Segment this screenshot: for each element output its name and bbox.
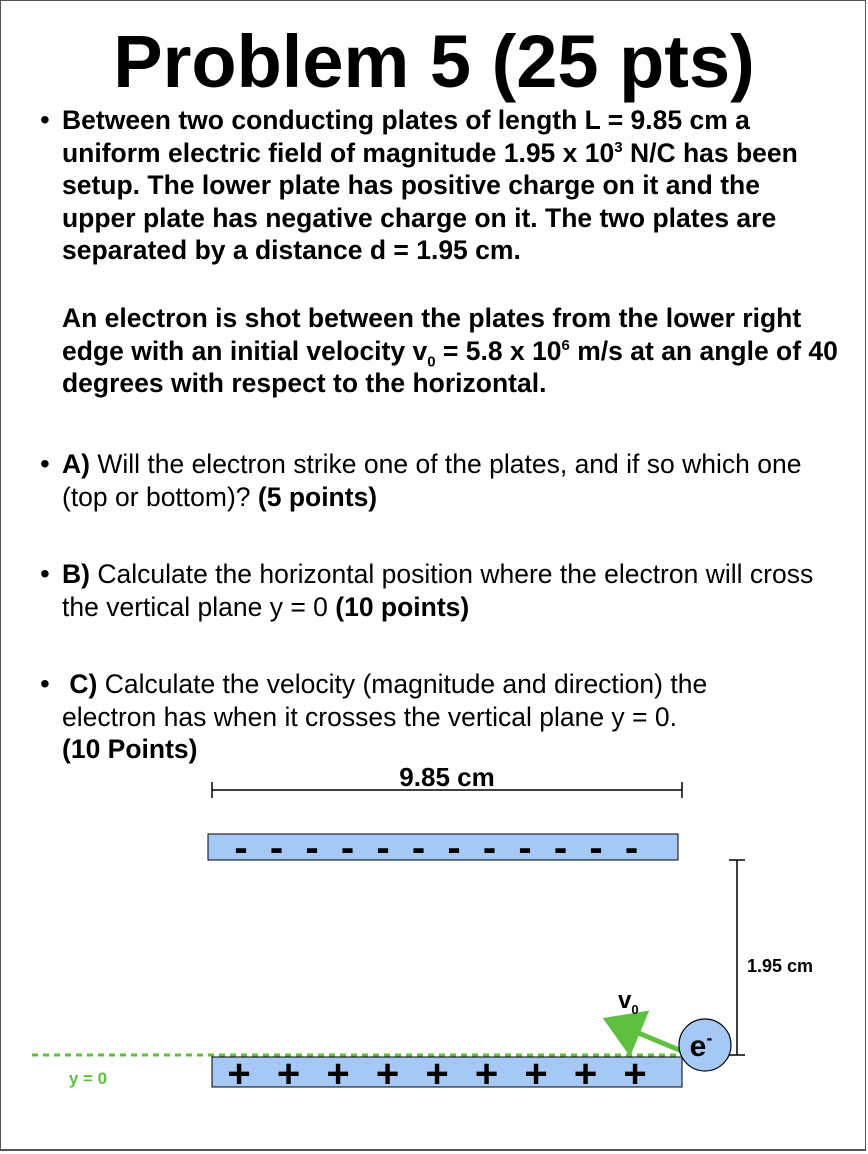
positive-charge: + — [623, 1052, 647, 1096]
velocity-label: $v_0$ — [618, 987, 639, 1017]
bullet-dot: • — [40, 104, 50, 135]
negative-charge: - — [269, 826, 284, 870]
part-b: B) Calculate the horizontal position where the electron will cross the vertical plane y = 0 (10 points) — [62, 559, 814, 622]
separation-label: 1.95 cm — [747, 956, 814, 976]
negative-charge: - — [411, 826, 426, 870]
negative-charge: - — [553, 826, 568, 870]
part-c: C) Calculate the velocity (magnitude and direction) the electron has when it crosses the vertical plane y = 0. (10 Points) — [62, 669, 708, 764]
part-a: A) Will the electron strike one of the plates, and if so which one (top or bottom)? (5 points) — [62, 449, 802, 512]
length-label: 9.85 cm — [399, 762, 495, 792]
positive-charge: + — [326, 1052, 350, 1096]
bullet-dot: • — [40, 448, 50, 479]
positive-charge: + — [474, 1052, 499, 1096]
negative-charge: - — [340, 826, 355, 870]
negative-charge: - — [376, 826, 390, 870]
positive-charge: + — [573, 1052, 598, 1096]
negative-charge: - — [624, 826, 639, 870]
intro-paragraph-2: An electron is shot between the plates from the lower right edge with an initial velocity $v_0 = 5.8$ x $10^6$ m/s at an angle of 40 degrees with respect to the horizontal. — [62, 303, 838, 398]
negative-charge: - — [305, 826, 319, 870]
bottom-plate-charges — [227, 1052, 646, 1096]
intro-paragraph-1: Between two conducting plates of length L = 9.85 cm a uniform electric field of magnitude 1.95 x $10^3$ N/C has been setup. The lower plate has positive charge on it and the upper plate has negative charge on it. The two plates are separated by a distance d = 1.95 cm. — [62, 105, 798, 265]
negative-charge: - — [518, 826, 532, 870]
separation-dimension — [729, 860, 745, 1055]
velocity-arrow — [612, 1022, 684, 1052]
page-title: Problem 5 (25 pts) — [113, 20, 755, 103]
electron-label: e- — [689, 1028, 713, 1063]
negative-charge: - — [589, 826, 603, 870]
bullet-dot: • — [40, 558, 50, 589]
positive-charge: + — [524, 1052, 548, 1096]
y-zero-label: y = 0 — [68, 1069, 108, 1088]
positive-charge: + — [425, 1052, 449, 1096]
positive-charge: + — [227, 1052, 251, 1096]
negative-charge: - — [234, 826, 248, 870]
negative-charge: - — [447, 826, 461, 870]
positive-charge: + — [375, 1052, 400, 1096]
bullet-dot: • — [40, 668, 50, 699]
positive-charge: + — [276, 1052, 301, 1096]
negative-charge: - — [482, 826, 497, 870]
